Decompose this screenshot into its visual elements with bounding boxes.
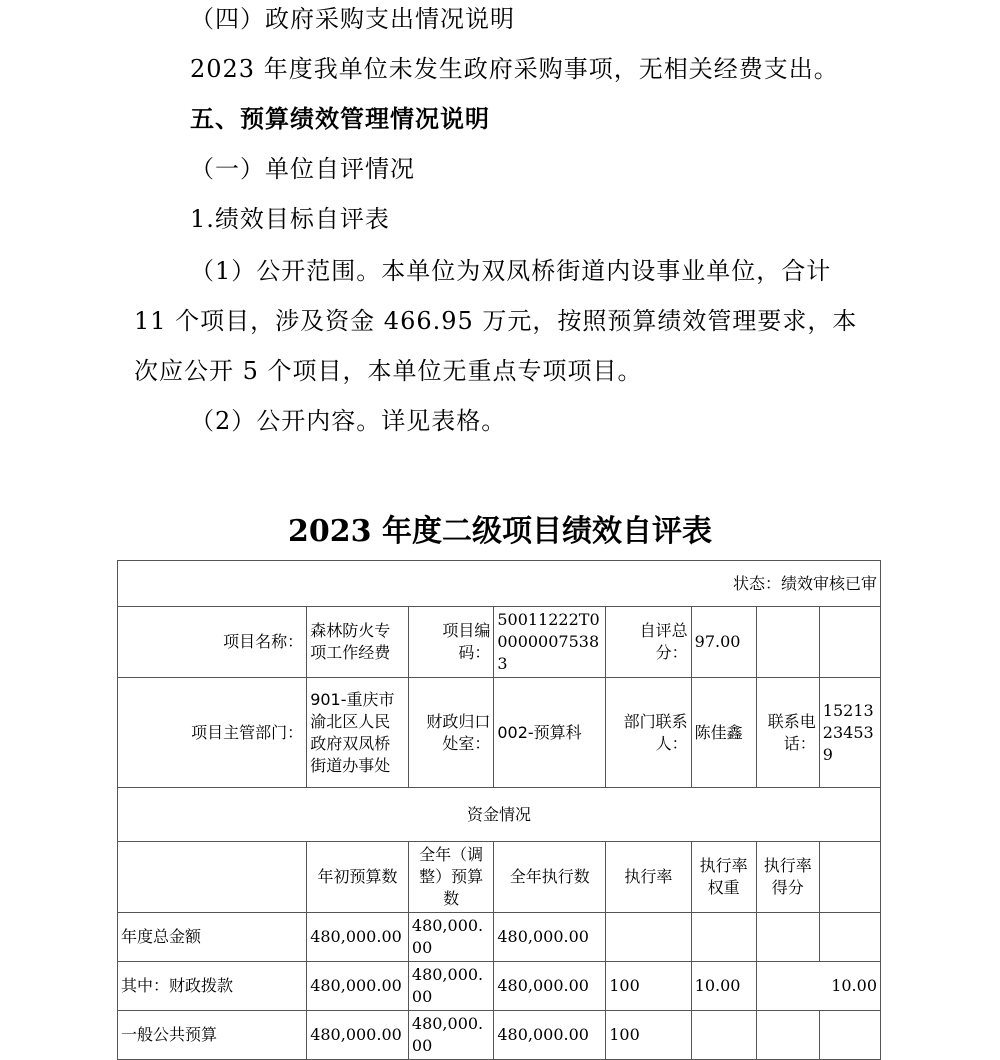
table-title: 2023 年度二级项目绩效自评表	[288, 514, 712, 549]
item-1-heading: 1.绩效目标自评表	[190, 205, 390, 233]
scope-line-3: 次应公开 5 个项目，本单位无重点专项项目。	[134, 357, 643, 385]
self-evaluation-table	[117, 560, 881, 1060]
row-weight	[691, 913, 756, 962]
table-row	[118, 913, 881, 962]
row-rate: 100	[606, 1011, 691, 1060]
col-rate: 执行率	[606, 842, 691, 913]
row-adjusted: 480,000.00	[408, 913, 493, 962]
scope-line-2: 11 个项目，涉及资金 466.95 万元，按照预算绩效管理要求，本	[134, 307, 858, 335]
section-4-heading: （四）政府采购支出情况说明	[190, 5, 515, 33]
col-initial: 年初预算数	[307, 842, 409, 913]
empty-cell	[118, 842, 307, 913]
empty-cell	[819, 1011, 880, 1060]
row-rate	[606, 913, 691, 962]
row-executed: 480,000.00	[494, 1011, 606, 1060]
empty-cell	[819, 607, 880, 678]
empty-cell	[756, 607, 819, 678]
row-label: 年度总金额	[118, 913, 307, 962]
row-score	[756, 1011, 819, 1060]
table-row	[118, 962, 881, 1011]
col-score: 执行率得分	[756, 842, 819, 913]
row-label: 其中：财政拨款	[118, 962, 307, 1011]
scope-line-1: （1）公开范围。本单位为双凤桥街道内设事业单位，合计	[190, 257, 832, 285]
project-code: 50011222T000000075383	[494, 607, 606, 678]
row-executed: 480,000.00	[494, 962, 606, 1011]
self-score: 97.00	[691, 607, 756, 678]
row-adjusted: 480,000.00	[408, 962, 493, 1011]
row-executed: 480,000.00	[494, 913, 606, 962]
subsection-1-heading: （一）单位自评情况	[190, 155, 415, 183]
row-score: 10.00	[756, 962, 880, 1011]
row-weight	[691, 1011, 756, 1060]
funds-header: 资金情况	[118, 788, 881, 842]
content-line: （2）公开内容。详见表格。	[190, 407, 507, 435]
row-initial: 480,000.00	[307, 913, 409, 962]
phone: 15213234539	[819, 678, 880, 788]
row-adjusted: 480,000.00	[408, 1011, 493, 1060]
col-weight: 执行率权重	[691, 842, 756, 913]
contact-label: 部门联系人：	[606, 678, 691, 788]
row-rate: 100	[606, 962, 691, 1011]
status-cell: 状态：绩效审核已审	[118, 561, 881, 607]
col-adjusted: 全年（调整）预算数	[408, 842, 493, 913]
self-score-label: 自评总分：	[606, 607, 691, 678]
project-name-label: 项目名称：	[118, 607, 307, 678]
section-5-heading: 五、预算绩效管理情况说明	[190, 104, 490, 133]
contact: 陈佳鑫	[691, 678, 756, 788]
row-score	[756, 913, 819, 962]
procurement-text: 2023 年度我单位未发生政府采购事项，无相关经费支出。	[190, 55, 839, 83]
project-code-label: 项目编码：	[408, 607, 493, 678]
project-name: 森林防火专项工作经费	[307, 607, 409, 678]
dept-label: 项目主管部门：	[118, 678, 307, 788]
dept: 901-重庆市渝北区人民政府双凤桥街道办事处	[307, 678, 409, 788]
col-executed: 全年执行数	[494, 842, 606, 913]
row-weight: 10.00	[691, 962, 756, 1011]
row-label: 一般公共预算	[118, 1011, 307, 1060]
row-initial: 480,000.00	[307, 1011, 409, 1060]
empty-cell	[819, 913, 880, 962]
finance: 002-预算科	[494, 678, 606, 788]
phone-label: 联系电话：	[756, 678, 819, 788]
table-row	[118, 1011, 881, 1060]
row-initial: 480,000.00	[307, 962, 409, 1011]
empty-cell	[819, 842, 880, 913]
finance-label: 财政归口处室：	[408, 678, 493, 788]
